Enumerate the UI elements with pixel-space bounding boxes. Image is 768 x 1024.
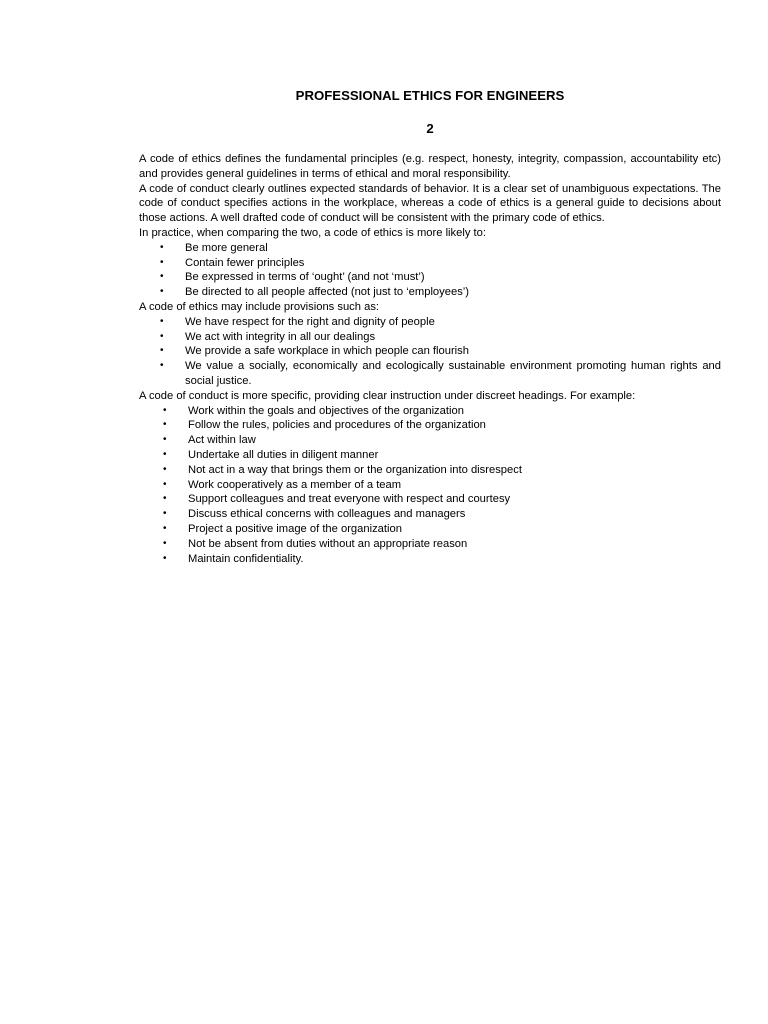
ethics-characteristics-list — [139, 241, 721, 300]
list-item-text: Be more general — [185, 241, 268, 254]
bullet-icon: • — [163, 448, 167, 460]
bullet-icon: • — [160, 315, 164, 327]
list-item-text: Work within the goals and objectives of the organization — [188, 404, 464, 417]
list-item — [139, 552, 721, 567]
bullet-icon: • — [163, 419, 167, 431]
list-item — [139, 537, 721, 552]
bullet-icon: • — [160, 345, 164, 357]
list-item-text: Be expressed in terms of ‘ought’ (and not ‘must’) — [185, 271, 425, 284]
bullet-icon: • — [160, 241, 164, 253]
list-item-text: Follow the rules, policies and procedures of the organization — [188, 419, 486, 432]
bullet-icon: • — [160, 271, 164, 283]
bullet-icon: • — [163, 404, 167, 416]
list-item-text: We value a socially, economically and ecologically sustainable environment promoting human rights and social justice. — [185, 360, 721, 387]
bullet-icon: • — [160, 286, 164, 298]
list-item-text: We have respect for the right and dignity of people — [185, 315, 435, 328]
bullet-icon: • — [163, 478, 167, 490]
paragraph-code-of-ethics: A code of ethics defines the fundamental principles (e.g. respect, honesty, integrity, compassion, accountability etc) and provides general guidelines in terms of ethical and moral responsibility. — [139, 153, 721, 180]
list-item-text: Act within law — [188, 434, 256, 447]
ethics-provisions-list — [139, 315, 721, 389]
bullet-icon: • — [160, 330, 164, 342]
list-item — [139, 448, 721, 463]
chapter-number: 2 — [426, 121, 434, 136]
list-item — [139, 492, 721, 507]
list-item-text: Be directed to all people affected (not just to ‘employees’) — [185, 286, 469, 299]
list-item — [139, 418, 721, 433]
conduct-examples-list — [139, 404, 721, 567]
document-title: PROFESSIONAL ETHICS FOR ENGINEERS — [295, 88, 565, 103]
list-item-text: Maintain confidentiality. — [188, 552, 304, 565]
list-item — [139, 344, 721, 359]
list-item — [139, 433, 721, 448]
paragraph-comparison-intro: In practice, when comparing the two, a code of ethics is more likely to: — [139, 226, 486, 239]
list-item — [139, 315, 721, 330]
paragraph-ethics-provisions-intro: A code of ethics may include provisions such as: — [139, 300, 380, 313]
bullet-icon: • — [163, 552, 167, 564]
bullet-icon: • — [163, 493, 167, 505]
list-item — [139, 507, 721, 522]
list-item — [139, 270, 721, 285]
paragraph-conduct-intro: A code of conduct is more specific, providing clear instruction under discreet headings. For example: — [139, 389, 636, 402]
list-item — [139, 404, 721, 419]
bullet-icon: • — [160, 360, 164, 372]
list-item — [139, 241, 721, 256]
list-item — [139, 463, 721, 478]
document-page — [139, 88, 721, 566]
bullet-icon: • — [160, 256, 164, 268]
bullet-icon: • — [163, 434, 167, 446]
list-item — [139, 330, 721, 345]
list-item — [139, 522, 721, 537]
list-item-text: We act with integrity in all our dealings — [185, 330, 376, 343]
bullet-icon: • — [163, 463, 167, 475]
list-item-text: Not act in a way that brings them or the organization into disrespect — [188, 463, 522, 476]
list-item-text: Undertake all duties in diligent manner — [188, 448, 379, 461]
list-item-text: Work cooperatively as a member of a team — [188, 478, 402, 491]
list-item-text: Discuss ethical concerns with colleagues and managers — [188, 508, 466, 521]
list-item-text: Not be absent from duties without an appropriate reason — [188, 537, 468, 550]
list-item — [139, 478, 721, 493]
bullet-icon: • — [163, 537, 167, 549]
list-item-text: We provide a safe workplace in which people can flourish — [185, 345, 469, 358]
list-item — [139, 359, 721, 389]
list-item — [139, 285, 721, 300]
list-item-text: Project a positive image of the organization — [188, 522, 402, 535]
bullet-icon: • — [163, 508, 167, 520]
paragraph-code-of-conduct: A code of conduct clearly outlines expected standards of behavior. It is a clear set of unambiguous expectations. The code of conduct specifies actions in the workplace, whereas a code of ethics is a general guide to decisions about those actions. A well drafted code of conduct will be consistent with the primary code of ethics. — [139, 182, 721, 225]
list-item-text: Contain fewer principles — [185, 256, 305, 269]
bullet-icon: • — [163, 522, 167, 534]
list-item-text: Support colleagues and treat everyone with respect and courtesy — [188, 493, 511, 506]
list-item — [139, 256, 721, 271]
